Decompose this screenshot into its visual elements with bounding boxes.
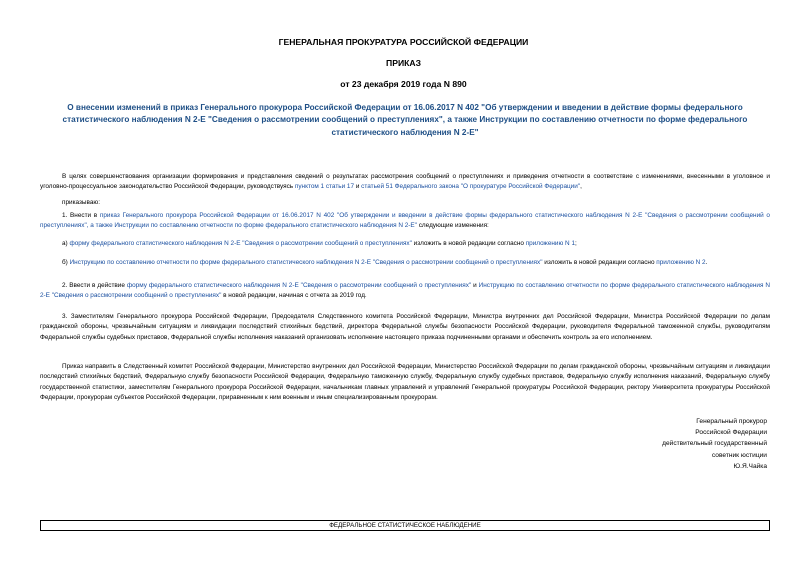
intro-end: , xyxy=(580,183,582,191)
signature-name: Ю.Я.Чайка xyxy=(733,462,767,470)
doc-type-heading: ПРИКАЗ xyxy=(386,58,421,68)
item2-form-link[interactable]: форму федерального статистического наблюдения N 2-Е "Сведения о рассмотрении сообщений о преступлениях" xyxy=(126,282,472,289)
order-word: приказываю: xyxy=(62,199,100,206)
item1-text: 1. Внести в xyxy=(62,212,100,219)
item1a-text: изложить в новой редакции согласно xyxy=(411,240,526,247)
item-2 xyxy=(40,281,770,302)
signature-block xyxy=(567,416,767,472)
item-1 xyxy=(40,211,770,232)
intro-paragraph xyxy=(40,172,770,193)
appendix2-link[interactable]: приложению N 2 xyxy=(656,259,706,266)
appendix1-link[interactable]: приложению N 1 xyxy=(525,240,575,247)
org-heading: ГЕНЕРАЛЬНАЯ ПРОКУРАТУРА РОССИЙСКОЙ ФЕДЕРАЦИИ xyxy=(278,37,529,47)
distribution-paragraph: Приказ направить в Следственный комитет Российской Федерации, Министерство внутренних дел Российской Федерации, Министерство Российской Федерации по делам гражданской обороны, чрезвычайным ситуациям и ликвидации последствий стихийных бедствий, Федеральную службу безопасности Российской Федерации, Федеральную таможенную службу, Федеральную службу судебных приставов, Федеральную службу исполнения наказаний, Федеральную службу государственной статистики, заместителям Генерального прокурора Российской Федерации, начальникам главных управлений и управлений Генеральной прокуратуры Российской Федерации, ректору Университета прокуратуры Российской Федерации, прокурорам субъектов Российской Федерации, приравненным к ним военным и иным специализированным прокурорам. xyxy=(40,363,770,402)
item-1a xyxy=(40,239,770,249)
item2-instruction-link[interactable]: Инструкцию по составлению отчетности по форме федерального статистического наблюдения N 2-Е "Сведения о рассмотрении сообщений о преступлениях" xyxy=(40,282,771,300)
title-text: О внесении изменений в xyxy=(67,103,171,112)
item-3: 3. Заместителям Генерального прокурора Российской Федерации, Председателя Следственного комитета Российской Федерации, Министра внутренних дел Российской Федерации, Министра Российской Федерации по делам гражданской обороны, чрезвычайным ситуациям и ликвидации последствий стихийных бедствий, директора Федеральной службы безопасности Российской Федерации, руководителя Федеральной таможенной службы, руководителям Федеральной службы судебных приставов, Федеральной службы исполнения наказаний организовать исполнение настоящего приказа подчиненными органами и обеспечить контроль за его исполнением. xyxy=(40,313,770,341)
item1-end: следующие изменения: xyxy=(416,222,489,230)
document-title xyxy=(40,102,770,139)
item1b-end: . xyxy=(705,259,708,266)
item1b-text: изложить в новой редакции согласно xyxy=(542,259,657,266)
item-1b xyxy=(40,258,770,268)
date-number-heading: от 23 декабря 2019 года N 890 xyxy=(340,79,467,89)
item2-end: в новой редакции, начиная с отчета за 2019 год. xyxy=(221,292,367,300)
item2-and: и xyxy=(471,282,479,289)
item1-order-link[interactable]: приказ Генерального прокурора Российской Федерации от 16.06.2017 N 402 "Об утверждении и введении в действие формы федерального статистического наблюдения N 2-Е "Сведения о рассмотрении сообщений о преступлениях", а также Инструкции по составлению отчетности по форме федерального статистического наблюдения N 2-Е" xyxy=(40,212,770,230)
statistical-observation-banner: ФЕДЕРАЛЬНОЕ СТАТИСТИЧЕСКОЕ НАБЛЮДЕНИЕ xyxy=(40,520,770,531)
item1a-prefix: а) xyxy=(62,240,70,247)
intro-text: В целях совершенствования организации формирования и представления сведений о результатах рассмотрения сообщений о преступлениях и приведения отчетности в соответствие с изменениями, внесенными в уголовное и уголовно-процессуальное законодательство Российской Федерации, руководствуясь xyxy=(40,173,770,191)
signature-line-2: Российской Федерации xyxy=(695,429,767,437)
item2-text: 2. Ввести в действие xyxy=(62,282,127,289)
item1b-prefix: б) xyxy=(62,259,70,266)
item1b-instruction-link[interactable]: Инструкцию по составлению отчетности по форме федерального статистического наблюдения N 2-Е "Сведения о рассмотрении сообщений о преступлениях" xyxy=(69,259,543,266)
intro-and: и xyxy=(354,183,362,191)
signature-line-4: советник юстиции xyxy=(711,451,767,459)
item1a-form-link[interactable]: форму федерального статистического наблюдения N 2-Е "Сведения о рассмотрении сообщений о преступлениях" xyxy=(69,240,412,247)
signature-line-1: Генеральный прокурор xyxy=(696,418,767,425)
title-order-link[interactable]: приказ Генерального прокурора Российской Федерации от 16.06.2017 N 402 "Об утверждении и введении в действие формы федерального статистического наблюдения N 2-Е "Сведения о рассмотрении сообщений о преступлениях", а также Инструкции по составлению отчетности по форме федерального статистического наблюдения N 2-Е" xyxy=(62,103,748,137)
signature-line-3: действительный государственный xyxy=(662,440,767,448)
article51-link[interactable]: статьей 51 Федерального закона "О прокуратуре Российской Федерации" xyxy=(361,183,581,191)
item1a-end: ; xyxy=(575,240,577,247)
article17-link[interactable]: пунктом 1 статьи 17 xyxy=(294,183,355,191)
